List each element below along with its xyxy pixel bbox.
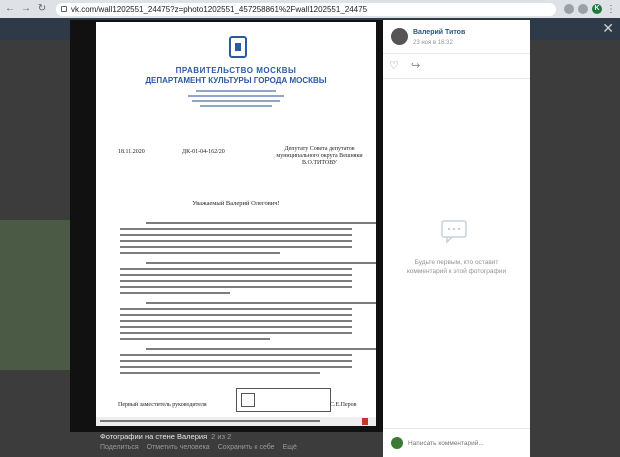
url-text: vk.com/wall1202551_24475?z=photo1202551_457258861%2Fwall1202551_24475 <box>71 4 368 14</box>
photo-counter: 2 из 2 <box>211 432 232 441</box>
text-line <box>120 320 352 322</box>
text-line <box>146 222 376 224</box>
letter-greeting: Уважаемый Валерий Олегович! <box>192 200 280 207</box>
address-line <box>192 100 280 102</box>
browser-toolbar <box>0 0 620 18</box>
share-action[interactable]: Поделиться <box>100 444 139 451</box>
text-line <box>120 268 352 270</box>
text-line <box>146 302 376 304</box>
footer-text-line <box>100 420 320 422</box>
text-line <box>120 292 230 294</box>
text-line <box>120 252 280 254</box>
text-line <box>120 372 320 374</box>
extension-icon[interactable] <box>578 4 588 14</box>
album-title-text: Фотографии на стене Валерия <box>100 432 208 441</box>
text-line <box>120 338 270 340</box>
comment-input[interactable] <box>408 438 523 449</box>
text-line <box>120 274 352 276</box>
document-photo[interactable] <box>96 22 376 426</box>
text-line <box>120 308 352 310</box>
album-title[interactable] <box>100 432 231 441</box>
digital-signature-stamp <box>236 388 331 412</box>
address-bar[interactable] <box>56 3 556 16</box>
address-line <box>196 90 276 92</box>
reload-icon[interactable]: ↻ <box>37 3 47 14</box>
photo-bottom-bar <box>96 430 383 457</box>
background-image <box>0 220 70 370</box>
text-line <box>120 354 352 356</box>
empty-comments-text: Будьте первым, кто оставит комментарий к этой фотографии <box>406 259 507 275</box>
org-title: ПРАВИТЕЛЬСТВО МОСКВЫ <box>175 66 297 75</box>
text-line <box>120 314 352 316</box>
department-title: ДЕПАРТАМЕНТ КУЛЬТУРЫ ГОРОДА МОСКВЫ <box>145 76 327 85</box>
share-icon[interactable]: ↪ <box>411 60 421 72</box>
text-line <box>120 360 352 362</box>
address-line <box>188 95 284 97</box>
browser-menu-icon[interactable]: ⋮ <box>606 3 616 15</box>
signer-title: Первый заместитель руководителя <box>118 402 207 408</box>
lock-icon <box>61 6 67 12</box>
divider <box>383 428 530 429</box>
text-line <box>120 280 352 282</box>
divider <box>383 53 530 54</box>
text-line <box>146 262 376 264</box>
like-icon[interactable]: ♡ <box>389 60 399 72</box>
text-line <box>120 246 352 248</box>
stamp-emblem-icon <box>241 393 255 407</box>
letter-number: ДК-01-04-162/20 <box>182 149 225 155</box>
divider <box>383 78 530 79</box>
save-photo-action[interactable]: Сохранить к себе <box>217 444 275 451</box>
document-footer <box>96 417 376 426</box>
profile-avatar[interactable]: K <box>592 4 602 14</box>
text-line <box>146 348 376 350</box>
current-user-avatar <box>391 437 403 449</box>
footer-logo-icon <box>362 418 368 425</box>
text-line <box>120 240 352 242</box>
photo-info-panel <box>383 20 530 457</box>
back-icon[interactable]: ← <box>5 3 15 14</box>
photo-actions <box>100 444 297 451</box>
author-name[interactable]: Валерий Титов <box>413 29 466 36</box>
letter-date: 18.11.2020 <box>118 149 145 155</box>
text-line <box>120 332 352 334</box>
author-avatar[interactable] <box>391 28 408 45</box>
text-line <box>120 234 352 236</box>
address-line <box>200 105 272 107</box>
extension-icon[interactable] <box>564 4 574 14</box>
post-date[interactable]: 23 ноя в 16:32 <box>413 40 453 46</box>
close-icon[interactable]: ✕ <box>602 20 614 36</box>
text-line <box>120 326 352 328</box>
moscow-emblem-icon <box>229 36 247 58</box>
comments-empty-icon <box>441 220 471 245</box>
more-action[interactable]: Ещё <box>282 444 297 451</box>
text-line <box>120 228 352 230</box>
text-line <box>120 366 352 368</box>
forward-icon[interactable]: → <box>21 3 31 14</box>
letter-recipient: Депутату Совета депутатов муниципального округа Вешняки В.О.ТИТОВУ <box>276 146 363 166</box>
tag-person-action[interactable]: Отметить человека <box>146 444 210 451</box>
text-line <box>120 286 352 288</box>
signer-name: С.Е.Перов <box>330 402 357 408</box>
